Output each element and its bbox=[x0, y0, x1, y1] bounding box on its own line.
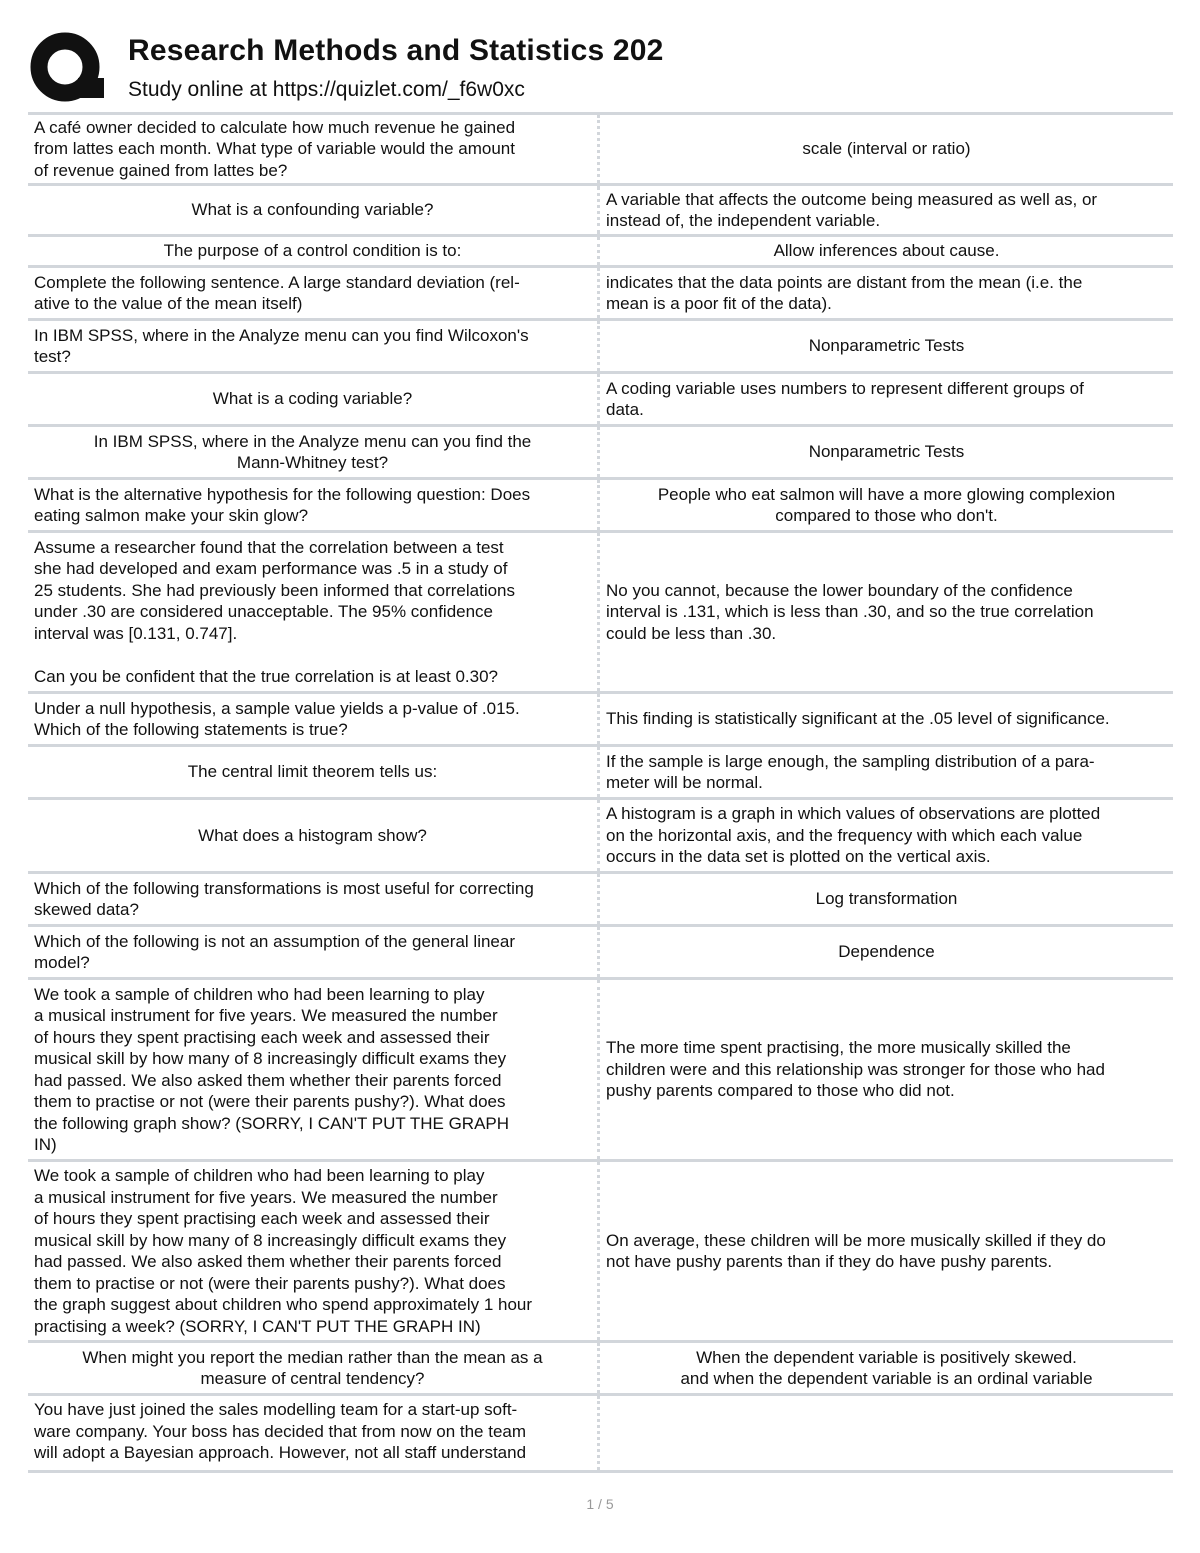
flashcard-term: We took a sample of children who had been learning to play a musical instrument for five years. We measured the number of hours they spent practising each week and assessed their musical skill by how many of 8 increasingly difficult exams they had passed. We also asked them whether their parents forced them to practise or not (were their parents pushy?). What does the following graph show? (SORRY, I CAN'T PUT THE GRAPH IN) bbox=[28, 980, 600, 1159]
flashcard-row bbox=[28, 1159, 1173, 1340]
flashcard-row bbox=[28, 1340, 1173, 1393]
flashcard-term: When might you report the median rather than the mean as a measure of central tendency? bbox=[28, 1343, 600, 1393]
flashcard-term: In IBM SPSS, where in the Analyze menu can you find Wilcoxon's test? bbox=[28, 321, 600, 371]
flashcard-definition: The more time spent practising, the more musically skilled the children were and this relationship was stronger for those who had pushy parents compared to those who did not. bbox=[606, 1038, 1105, 1101]
flashcard-definition: Allow inferences about cause. bbox=[773, 241, 1000, 261]
flashcard-term: The central limit theorem tells us: bbox=[28, 747, 600, 797]
flashcard-definition: Nonparametric Tests bbox=[808, 442, 965, 462]
flashcard-term: Complete the following sentence. A large standard deviation (rel- ative to the value of the mean itself) bbox=[28, 268, 600, 318]
flashcard-row bbox=[28, 424, 1173, 477]
flashcard-term: The purpose of a control condition is to: bbox=[28, 237, 600, 265]
flashcard-row bbox=[28, 318, 1173, 371]
flashcard-definition: If the sample is large enough, the sampling distribution of a para- meter will be normal. bbox=[606, 751, 1095, 792]
flashcard-definition: Nonparametric Tests bbox=[808, 336, 965, 356]
flashcard-term: What does a histogram show? bbox=[28, 800, 600, 871]
flashcard-term: Which of the following transformations is most useful for correcting skewed data? bbox=[28, 874, 600, 924]
flashcard-row bbox=[28, 691, 1173, 744]
flashcard-term: What is a coding variable? bbox=[28, 374, 600, 424]
flashcard-definition: indicates that the data points are distant from the mean (i.e. the mean is a poor fit of the data). bbox=[606, 272, 1083, 313]
flashcard-definition bbox=[600, 1396, 1173, 1470]
flashcard-term: A café owner decided to calculate how much revenue he gained from lattes each month. What type of variable would the amount of revenue gained from lattes be? bbox=[28, 115, 600, 183]
flashcard-definition: A variable that affects the outcome being measured as well as, or instead of, the independent variable. bbox=[606, 189, 1098, 230]
flashcard-definition: When the dependent variable is positively skewed. and when the dependent variable is an ordinal variable bbox=[680, 1347, 1093, 1388]
flashcard-row bbox=[28, 744, 1173, 797]
flashcard-definition: This finding is statistically significant at the .05 level of significance. bbox=[606, 709, 1110, 729]
flashcard-term: What is the alternative hypothesis for the following question: Does eating salmon make your skin glow? bbox=[28, 480, 600, 530]
flashcard-definition: scale (interval or ratio) bbox=[802, 139, 971, 159]
flashcard-term: Which of the following is not an assumption of the general linear model? bbox=[28, 927, 600, 977]
page-header bbox=[28, 28, 1178, 110]
flashcard-list bbox=[28, 112, 1173, 1473]
flashcard-row bbox=[28, 183, 1173, 234]
flashcard-row bbox=[28, 477, 1173, 530]
flashcard-row bbox=[28, 977, 1173, 1159]
page-title: Research Methods and Statistics 202 bbox=[128, 34, 664, 67]
flashcard-row bbox=[28, 234, 1173, 265]
flashcard-term: Under a null hypothesis, a sample value yields a p-value of .015. Which of the following statements is true? bbox=[28, 694, 600, 744]
flashcard-row bbox=[28, 112, 1173, 183]
flashcard-definition: Log transformation bbox=[815, 889, 958, 909]
flashcard-definition: On average, these children will be more musically skilled if they do not have pushy parents than if they do have pushy parents. bbox=[606, 1230, 1106, 1271]
flashcard-term: In IBM SPSS, where in the Analyze menu can you find the Mann-Whitney test? bbox=[28, 427, 600, 477]
page-number: 1 / 5 bbox=[586, 1496, 614, 1512]
flashcard-row bbox=[28, 530, 1173, 691]
flashcard-row bbox=[28, 371, 1173, 424]
quizlet-logo-icon bbox=[28, 30, 108, 106]
flashcard-definition: A histogram is a graph in which values of observations are plotted on the horizontal axis, and the frequency with which each value occurs in the data set is plotted on the vertical axis. bbox=[606, 804, 1101, 867]
flashcard-term: You have just joined the sales modelling team for a start-up soft- ware company. Your boss has decided that from now on the team will adopt a Bayesian approach. However, not all staff understand bbox=[28, 1396, 600, 1470]
flashcard-term: Assume a researcher found that the correlation between a test she had developed and exam performance was .5 in a study of 25 students. She had previously been informed that correlations under .30 are considered unacceptable. The 95% confidence interval was [0.131, 0.747]. Can you be confident that the true correlation is at least 0.30? bbox=[28, 533, 600, 691]
flashcard-definition: No you cannot, because the lower boundary of the confidence interval is .131, which is less than .30, and so the true correlation could be less than .30. bbox=[606, 580, 1094, 643]
flashcard-term: What is a confounding variable? bbox=[28, 186, 600, 234]
flashcard-row bbox=[28, 797, 1173, 871]
flashcard-row bbox=[28, 1393, 1173, 1473]
flashcard-term: We took a sample of children who had been learning to play a musical instrument for five years. We measured the number of hours they spent practising each week and assessed their musical skill by how many of 8 increasingly difficult exams they had passed. We also asked them whether their parents forced them to practise or not (were their parents pushy?). What does the graph suggest about children who spend approximately 1 hour practising a week? (SORRY, I CAN'T PUT THE GRAPH IN) bbox=[28, 1162, 600, 1340]
flashcard-row bbox=[28, 871, 1173, 924]
flashcard-definition: A coding variable uses numbers to represent different groups of data. bbox=[606, 378, 1084, 419]
flashcard-row bbox=[28, 265, 1173, 318]
study-online-link[interactable]: Study online at https://quizlet.com/_f6w0xc bbox=[128, 78, 525, 101]
flashcard-definition: People who eat salmon will have a more glowing complexion compared to those who don't. bbox=[657, 484, 1116, 525]
flashcard-definition: Dependence bbox=[838, 942, 935, 962]
flashcard-row bbox=[28, 924, 1173, 977]
